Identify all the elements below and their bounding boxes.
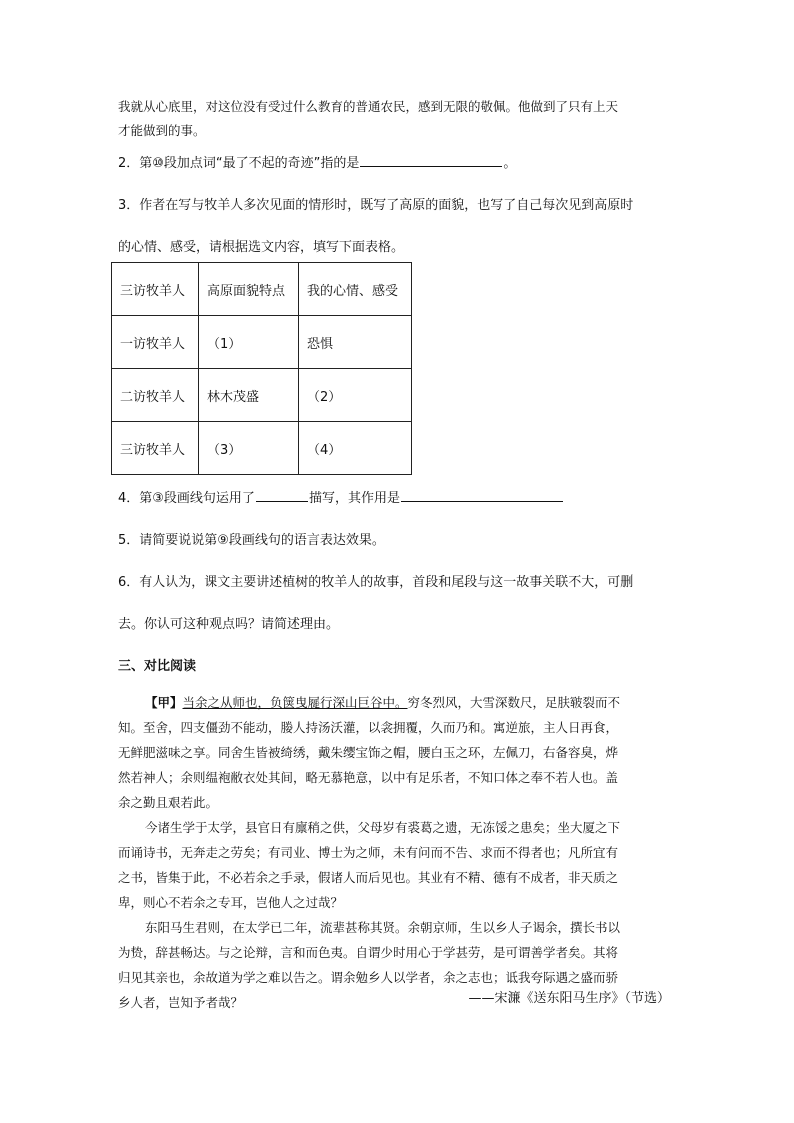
passage-source: ——宋濂《送东阳马生序》（节选） [468, 991, 670, 1006]
table-cell[interactable]: （3） [199, 422, 299, 475]
answer-blank[interactable] [401, 488, 563, 502]
question-2 [118, 152, 516, 171]
section-title: 三、对比阅读 [118, 659, 197, 674]
table-cell: 三访牧羊人 [112, 422, 199, 475]
passage-text: 穷冬烈风，大雪深数尺，足肤皲裂而不 [407, 695, 621, 710]
table-cell[interactable]: （2） [299, 369, 412, 422]
question-6-line-2: 去。你认可这种观点吗？请简述理由。 [118, 617, 340, 632]
passage-line: 然若神人；余则缊袍敝衣处其间，略无慕艳意，以中有足乐者，不知口体之奉不若人也。盖 [118, 770, 619, 785]
question-2-text: 2．第⑩段加点词“最了不起的奇迹”指的是 [118, 156, 360, 171]
table-header-cell: 三访牧羊人 [112, 263, 199, 316]
table-cell[interactable]: （4） [299, 422, 412, 475]
passage-line: 归见其亲也，余故道为学之难以告之。谓余勉乡人以学者，余之志也；诋我夸际遇之盛而骄 [118, 970, 619, 985]
passage-line: 为贽，辞甚畅达。与之论辩，言和而色夷。自谓少时用心于学甚劳，是可谓善学者矣。其将 [118, 945, 619, 960]
passage-line: 无鲜肥滋味之享。同舍生皆被绮绣，戴朱缨宝饰之帽，腰白玉之环，左佩刀，右备容臭，烨 [118, 745, 619, 760]
question-3-line-1: 3．作者在写与牧羊人多次见面的情形时，既写了高原的面貌，也写了自己每次见到高原时 [118, 198, 634, 213]
intro-line-2: 才能做到的事。 [118, 123, 206, 138]
table-row [112, 316, 412, 369]
passage-line: 乡人者，岂知予者哉？ [118, 995, 244, 1010]
table-cell: 一访牧羊人 [112, 316, 199, 369]
question-5: 5．请简要说说第⑨段画线句的语言表达效果。 [118, 533, 385, 548]
table-cell[interactable]: （1） [199, 316, 299, 369]
passage-line-1 [145, 693, 620, 711]
question-4-text-2: 描写，其作用是 [308, 491, 400, 506]
intro-line-1: 我就从心底里，对这位没有受过什么教育的普通农民，感到无限的敬佩。他做到了只有上天 [118, 99, 619, 114]
question-4-text: 4．第③段画线句运用了 [118, 491, 255, 506]
answer-table [111, 262, 412, 475]
passage-line: 知。至舍，四支僵劲不能动，媵人持汤沃灌，以衾拥覆，久而乃和。寓逆旅，主人日再食， [118, 720, 619, 735]
passage-line: 东阳马生君则，在太学已二年，流辈甚称其贤。余朝京师，生以乡人子谒余，撰长书以 [145, 920, 621, 935]
passage-line: 余之勤且艰若此。 [118, 795, 219, 810]
passage-line: 之书，皆集于此，不必若余之手录，假诸人而后见也。其业有不精、德有不成者，非天质之 [118, 870, 619, 885]
table-header-row [112, 263, 412, 316]
passage-line: 卑，则心不若余之专耳，岂他人之过哉？ [118, 895, 344, 910]
table-row [112, 369, 412, 422]
table-cell: 恐惧 [299, 316, 412, 369]
passage-line: 而诵诗书，无奔走之劳矣；有司业、博士为之师，未有问而不告、求而不得者也；凡所宜有 [118, 845, 619, 860]
table-header-cell: 我的心情、感受 [299, 263, 412, 316]
table-cell: 林木茂盛 [199, 369, 299, 422]
question-3-line-2: 的心情、感受，请根据选文内容，填写下面表格。 [118, 240, 405, 255]
answer-blank[interactable] [360, 153, 502, 167]
table-row [112, 422, 412, 475]
passage-label: 【甲】 [145, 695, 183, 710]
table-cell: 二访牧羊人 [112, 369, 199, 422]
table-header-cell: 高原面貌特点 [199, 263, 299, 316]
question-4 [118, 487, 564, 506]
answer-blank[interactable] [256, 488, 308, 502]
question-6-line-1: 6．有人认为，课文主要讲述植树的牧羊人的故事，首段和尾段与这一故事关联不大，可删 [118, 575, 634, 590]
question-2-end: 。 [503, 156, 517, 171]
underlined-sentence: 当余之从师也，负箧曳屣行深山巨谷中。 [182, 695, 408, 710]
passage-line: 今诸生学于太学，县官日有廪稍之供，父母岁有裘葛之遗，无冻馁之患矣；坐大厦之下 [145, 820, 621, 835]
